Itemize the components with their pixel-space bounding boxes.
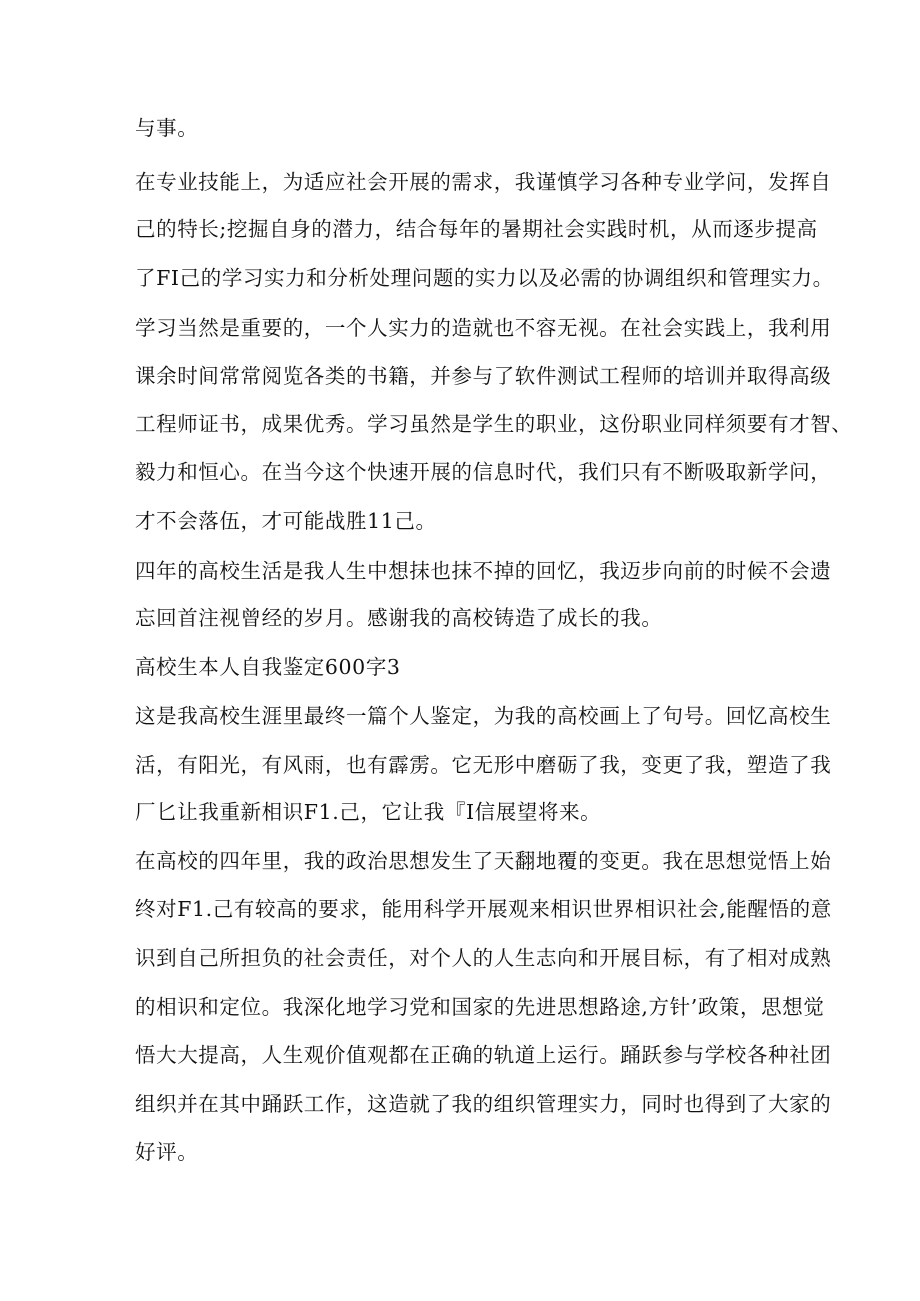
text-line: 才不会落伍，才可能战胜11己。: [135, 509, 437, 533]
section-heading: 高校生本人自我鉴定600字3: [135, 655, 401, 679]
text-line: 的相识和定位。我深化地学习党和国家的先进思想路途,方针’政策，思想觉: [135, 995, 825, 1019]
text-line: 识到自己所担负的社会责任，对个人的人生志向和开展目标，有了相对成熟: [135, 946, 832, 970]
text-line: 学习当然是重要的，一个人实力的造就也不容无视。在社会实践上，我利用: [135, 316, 832, 340]
text-line: 己的特长;挖掘自身的潜力，结合每年的暑期社会实践时机，从而逐步提高: [135, 217, 818, 241]
text-line: 毅力和恒心。在当今这个快速开展的信息时代，我们只有不断吸取新学问，: [135, 460, 832, 484]
text-line: 组织并在其中踊跃工作，这造就了我的组织管理实力，同时也得到了大家的: [135, 1092, 832, 1116]
text-line: 活，有阳光，有风雨，也有霹雳。它无形中磨砺了我，变更了我，塑造了我: [135, 753, 832, 777]
text-line: 工程师证书，成果优秀。学习虽然是学生的职业，这份职业同样须要有才智、: [135, 412, 853, 436]
text-line: 在专业技能上，为适应社会开展的需求，我谨慎学习各种专业学问，发挥自: [135, 170, 832, 194]
text-line: 课余时间常常阅览各类的书籍，并参与了软件测试工程师的培训并取得高级: [135, 364, 832, 388]
text-line: 在高校的四年里，我的政治思想发生了天翻地覆的变更。我在思想觉悟上始: [135, 849, 832, 873]
text-line: 这是我高校生涯里最终一篇个人鉴定，为我的高校画上了句号。回忆高校生: [135, 704, 832, 728]
text-line: 厂匕让我重新相识F1.己，它让我『I信展望将来。: [135, 800, 602, 824]
text-line: 忘回首注视曾经的岁月。感谢我的高校铸造了成长的我。: [135, 606, 663, 630]
text-line: 终对F1.己有较高的要求，能用科学开展观来相识世界相识社会,能醒悟的意: [135, 897, 832, 921]
text-line: 与事。: [135, 116, 199, 140]
text-line: 好评。: [135, 1140, 199, 1164]
text-line: 四年的高校生活是我人生中想抹也抹不掉的回忆，我迈步向前的时候不会遗: [135, 559, 832, 583]
text-line: 悟大大提高，人生观价值观都在正确的轨道上运行。踊跃参与学校各种社团: [135, 1043, 832, 1067]
text-line: 了FI己的学习实力和分析处理问题的实力以及必需的协调组织和管理实力。: [135, 266, 834, 290]
